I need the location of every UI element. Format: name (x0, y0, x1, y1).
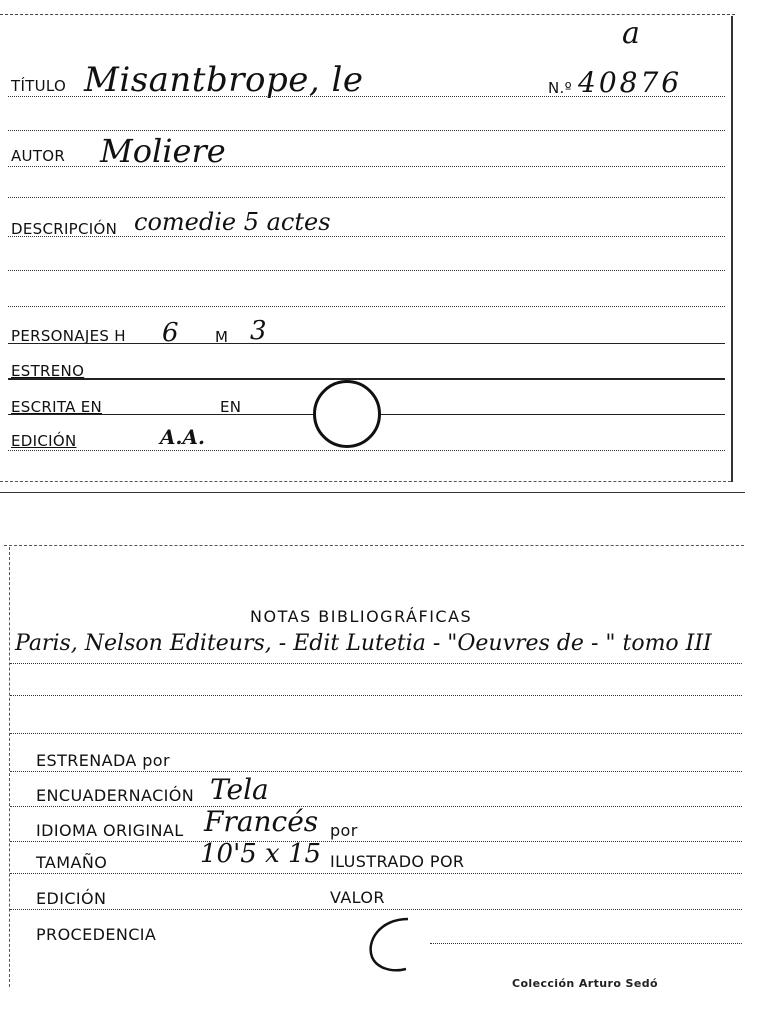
numero-label: N.º (548, 79, 572, 97)
descripcion-line (8, 236, 725, 237)
autor-line (8, 166, 725, 167)
numero-value: 40876 (578, 66, 683, 99)
coleccion-label: Colección Arturo Sedó (512, 977, 658, 990)
titulo-value: Misantbrope, le (84, 60, 364, 100)
estrenada-label: ESTRENADA por (36, 751, 170, 770)
personajes-m-label: M (215, 328, 229, 346)
encuadernacion-label: ENCUADERNACIÓN (36, 786, 195, 805)
estreno-label: ESTRENO (11, 362, 85, 380)
estreno-line (8, 378, 725, 380)
por-label: por (330, 821, 358, 840)
tamano-label: TAMAÑO (36, 853, 108, 872)
punch-hole-partial (360, 915, 420, 975)
titulo-line (8, 96, 725, 97)
notas-line-1 (10, 663, 742, 664)
notas-value: Paris, Nelson Editeurs, - Edit Lutetia - "Oeuvres de - " tomo III (15, 631, 712, 656)
card-separator (0, 492, 745, 493)
edicion-bottom-line (10, 909, 742, 910)
autor-label: AUTOR (11, 147, 66, 165)
personajes-line (8, 343, 725, 344)
ilustrado-label: ILUSTRADO POR (330, 852, 465, 871)
edicion-bottom-label: EDICIÓN (36, 889, 107, 908)
bottom-card-top-edge (4, 545, 744, 546)
top-card-right-edge (731, 16, 733, 482)
personajes-h-value: 6 (162, 318, 179, 348)
procedencia-line (430, 943, 742, 944)
bottom-card-left-edge (9, 547, 10, 987)
top-card (0, 0, 759, 495)
idioma-line (10, 841, 742, 842)
tamano-value: 10'5 x 15 (200, 839, 322, 869)
idioma-value: Francés (204, 805, 319, 838)
blank-line-2 (8, 306, 725, 307)
valor-label: VALOR (330, 888, 385, 907)
top-card-bottom-edge (0, 481, 731, 482)
autor-top-line (8, 130, 725, 131)
idioma-label: IDIOMA ORIGINAL (36, 821, 184, 840)
personajes-m-value: 3 (250, 316, 267, 346)
encuadernacion-line (10, 806, 742, 807)
en-label: EN (220, 398, 242, 416)
personajes-label: PERSONAJES H (11, 327, 126, 345)
descripcion-value: comedie 5 actes (134, 208, 331, 236)
numero-suffix: a (622, 16, 640, 51)
notas-line-3 (10, 733, 742, 734)
edicion-label: EDICIÓN (11, 432, 77, 450)
notas-line-2 (10, 695, 742, 696)
punch-hole (313, 380, 381, 448)
blank-line-1 (8, 270, 725, 271)
procedencia-label: PROCEDENCIA (36, 925, 157, 944)
titulo-label: TÍTULO (11, 77, 67, 95)
notas-title: NOTAS BIBLIOGRÁFICAS (250, 607, 473, 626)
tamano-line (10, 873, 742, 874)
edicion-line (8, 450, 725, 451)
bottom-card (0, 495, 759, 1028)
edicion-value: A.A. (160, 425, 205, 449)
descripcion-label: DESCRIPCIÓN (11, 220, 118, 238)
escrita-label: ESCRITA EN (11, 398, 103, 416)
top-card-top-edge (0, 14, 735, 15)
autor-value: Moliere (100, 132, 226, 170)
encuadernacion-value: Tela (210, 773, 269, 806)
estrenada-line (10, 771, 742, 772)
descripcion-top-line (8, 197, 725, 198)
